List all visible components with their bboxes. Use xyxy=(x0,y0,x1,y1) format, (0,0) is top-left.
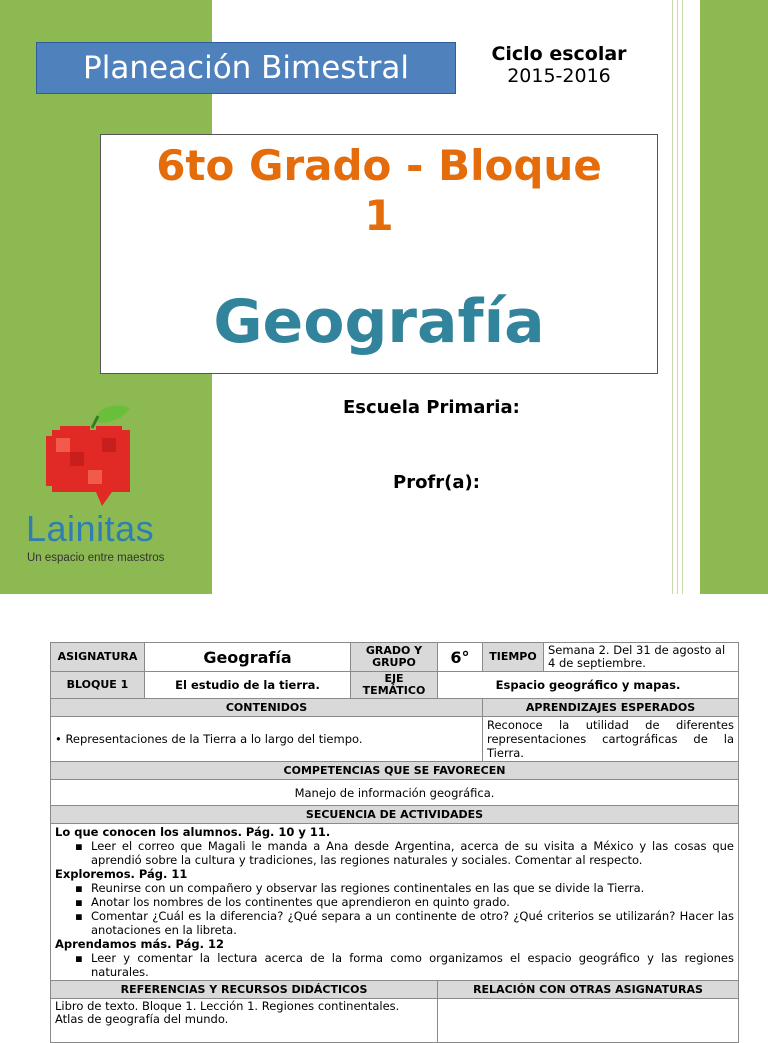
eje-value: Espacio geográfico y mapas. xyxy=(438,672,739,699)
referencias-content xyxy=(51,999,438,1043)
contenido-item: • Representaciones de la Tierra a lo largo del tiempo. xyxy=(51,717,483,762)
section-list xyxy=(55,839,734,867)
apple-icon xyxy=(26,404,136,508)
competencias-header: COMPETENCIAS QUE SE FAVORECEN xyxy=(51,762,739,780)
grade-line-2: 1 xyxy=(364,191,394,240)
bloque-value: El estudio de la tierra. xyxy=(145,672,351,699)
referencias-line: Libro de texto. Bloque 1. Lección 1. Regiones continentales. xyxy=(55,999,400,1013)
profr-label: Profr(a): xyxy=(393,472,480,493)
asignatura-label: ASIGNATURA xyxy=(51,643,145,672)
section-title: Exploremos. Pág. 11 xyxy=(55,867,188,881)
lainitas-logo xyxy=(26,404,196,574)
list-item: ▪ Reunirse con un compañero y observar las regiones continentales en las que se divide la Tierra. xyxy=(91,881,734,895)
aprendizajes-header: APRENDIZAJES ESPERADOS xyxy=(483,699,739,717)
list-item: ▪ Comentar ¿Cuál es la diferencia? ¿Qué separa a un continente de otro? ¿Qué criterios se utilizarán? Hacer las anotaciones en la libreta. xyxy=(91,909,734,937)
section-list xyxy=(55,951,734,979)
contenidos-header: CONTENIDOS xyxy=(51,699,483,717)
grade-line-1: 6to Grado - Bloque xyxy=(156,141,602,190)
escuela-label: Escuela Primaria: xyxy=(343,397,520,418)
section-title: Aprendamos más. Pág. 12 xyxy=(55,937,224,951)
secuencia-actividades xyxy=(51,824,739,981)
secuencia-header: SECUENCIA DE ACTIVIDADES xyxy=(51,806,739,824)
logo-tagline: Un espacio entre maestros xyxy=(27,552,165,564)
planning-table xyxy=(50,642,739,1043)
section-title: Lo que conocen los alumnos. Pág. 10 y 11. xyxy=(55,825,331,839)
subject-title: Geografía xyxy=(213,287,545,357)
referencias-line: Atlas de geografía del mundo. xyxy=(55,1012,229,1026)
section-list xyxy=(55,881,734,937)
green-right-band xyxy=(700,0,768,594)
competencia-item: Manejo de información geográfica. xyxy=(51,780,739,806)
ciclo-escolar xyxy=(470,43,648,87)
logo-name: Lainitas xyxy=(26,508,155,549)
list-item: ▪ Leer el correo que Magali le manda a Ana desde Argentina, acerca de su visita a México y las cosas que aprendió sobre la cultura y tradiciones, las regiones naturales y sociales. Comentar al respecto. xyxy=(91,839,734,867)
relacion-content xyxy=(438,999,739,1043)
tiempo-value: Semana 2. Del 31 de agosto al 4 de septiembre. xyxy=(544,643,739,672)
grado-label: GRADO Y GRUPO xyxy=(351,643,438,672)
relacion-header: RELACIÓN CON OTRAS ASIGNATURAS xyxy=(438,981,739,999)
eje-label: EJE TEMÁTICO xyxy=(351,672,438,699)
ciclo-label: Ciclo escolar xyxy=(491,43,627,65)
tiempo-label: TIEMPO xyxy=(483,643,544,672)
referencias-header: REFERENCIAS Y RECURSOS DIDÁCTICOS xyxy=(51,981,438,999)
grade-box xyxy=(100,134,658,374)
cover-title: Planeación Bimestral xyxy=(36,42,456,94)
list-item: ▪ Leer y comentar la lectura acerca de la forma como organizamos el espacio geográfico y las regiones naturales. xyxy=(91,951,734,979)
list-item: ▪ Anotar los nombres de los continentes que aprendieron en quinto grado. xyxy=(91,895,734,909)
aprendizaje-item: Reconoce la utilidad de diferentes representaciones cartográficas de la Tierra. xyxy=(483,717,739,762)
bloque-label: BLOQUE 1 xyxy=(51,672,145,699)
grado-value: 6° xyxy=(438,643,483,672)
ciclo-years: 2015-2016 xyxy=(507,65,611,87)
asignatura-value: Geografía xyxy=(145,643,351,672)
